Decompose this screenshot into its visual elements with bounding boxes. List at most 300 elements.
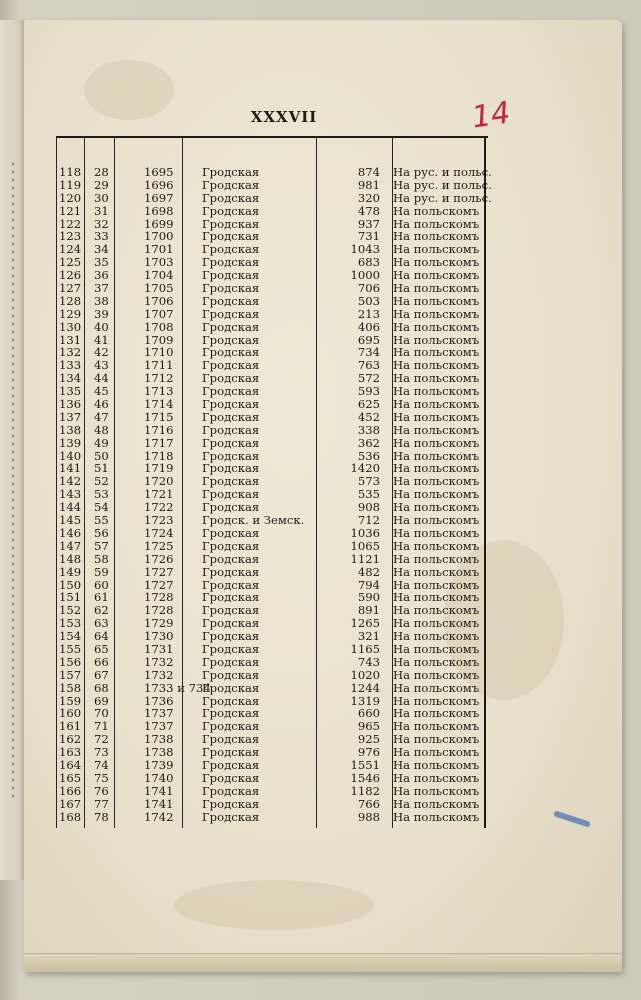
year: 1741	[144, 796, 174, 811]
record-number: 155	[59, 641, 82, 656]
language: На польскомъ	[393, 745, 480, 760]
table-row	[56, 165, 492, 179]
language: На польскомъ	[393, 345, 480, 360]
record-number: 141	[59, 461, 82, 476]
year: 1720	[144, 474, 174, 489]
court-type: Гродская	[202, 293, 260, 308]
sub-number: 65	[94, 641, 109, 656]
year: 1717	[144, 435, 174, 450]
year: 1699	[144, 216, 174, 231]
year: 1730	[144, 629, 174, 644]
year: 1733 и 734	[144, 680, 211, 695]
record-number: 137	[59, 409, 82, 424]
year: 1732	[144, 667, 174, 682]
sub-number: 38	[94, 293, 109, 308]
page-count: 478	[357, 203, 380, 218]
record-number: 153	[59, 616, 82, 631]
court-type: Гродская	[202, 190, 260, 205]
page-count: 338	[357, 422, 380, 437]
page-count: 683	[357, 255, 380, 270]
sub-number: 71	[94, 719, 109, 734]
record-number: 165	[59, 770, 82, 785]
sub-number: 69	[94, 693, 109, 708]
language: На польскомъ	[393, 538, 480, 553]
year: 1710	[144, 345, 174, 360]
language: На польскомъ	[393, 564, 480, 579]
record-number: 139	[59, 435, 82, 450]
court-type: Гродская	[202, 281, 260, 296]
sub-number: 47	[94, 409, 109, 424]
record-number: 124	[59, 242, 82, 257]
sub-number: 48	[94, 422, 109, 437]
court-type: Гродская	[202, 500, 260, 515]
record-number: 133	[59, 358, 82, 373]
court-type: Гродская	[202, 474, 260, 489]
language: На польскомъ	[393, 435, 480, 450]
page-count: 908	[357, 500, 380, 515]
page-count: 766	[357, 796, 380, 811]
table-row	[56, 772, 488, 785]
language: На польскомъ	[393, 629, 480, 644]
record-number: 159	[59, 693, 82, 708]
sub-number: 51	[94, 461, 109, 476]
language: На польскомъ	[393, 641, 480, 656]
court-type: Гродская	[202, 203, 260, 218]
sub-number: 67	[94, 667, 109, 682]
table-row	[56, 177, 492, 192]
sub-number: 33	[94, 229, 109, 244]
sub-number: 43	[94, 358, 109, 373]
page-count: 1319	[350, 693, 380, 708]
court-type: Гродская	[202, 268, 260, 283]
table-row	[56, 669, 488, 682]
record-number: 140	[59, 448, 82, 463]
language: На польскомъ	[393, 281, 480, 296]
language: На польскомъ	[393, 409, 480, 424]
page-count: 695	[357, 332, 380, 347]
sub-number: 40	[94, 319, 109, 334]
record-number: 127	[59, 281, 82, 296]
court-type: Гродская	[202, 242, 260, 257]
language: На польскомъ	[393, 474, 480, 489]
sub-number: 35	[94, 255, 109, 270]
language: На польскомъ	[393, 667, 480, 682]
court-type: Гродская	[202, 319, 260, 334]
sub-number: 52	[94, 474, 109, 489]
court-type: Гродская	[202, 358, 260, 373]
page-count: 743	[357, 654, 380, 669]
sub-number: 56	[94, 525, 109, 540]
court-type: Гродская	[202, 384, 260, 399]
sub-number: 37	[94, 281, 109, 296]
page-count: 965	[357, 719, 380, 734]
year: 1721	[144, 487, 174, 502]
language: На польскомъ	[393, 603, 480, 618]
language: На польскомъ	[393, 422, 480, 437]
year: 1697	[144, 190, 174, 205]
page-count: 1036	[350, 525, 380, 540]
records-table	[56, 136, 492, 828]
page-count: 625	[357, 397, 380, 412]
court-type: Гродская	[202, 616, 260, 631]
sub-number: 42	[94, 345, 109, 360]
page-count: 362	[357, 435, 380, 450]
record-number: 149	[59, 564, 82, 579]
page-count: 976	[357, 745, 380, 760]
court-type: Гродская	[202, 577, 260, 592]
year: 1700	[144, 229, 174, 244]
sub-number: 50	[94, 448, 109, 463]
left-page-print-traces	[10, 160, 16, 800]
year: 1739	[144, 757, 174, 772]
language: На польскомъ	[393, 216, 480, 231]
sub-number: 34	[94, 242, 109, 257]
sub-number: 39	[94, 306, 109, 321]
sub-number: 55	[94, 513, 109, 528]
year: 1716	[144, 422, 174, 437]
page-count: 1043	[350, 242, 380, 257]
record-number: 136	[59, 397, 82, 412]
sub-number: 75	[94, 770, 109, 785]
court-type: Гродская	[202, 693, 260, 708]
record-number: 157	[59, 667, 82, 682]
year: 1711	[144, 358, 174, 373]
page-count: 452	[357, 409, 380, 424]
court-type: Гродская	[202, 680, 260, 695]
record-number: 162	[59, 732, 82, 747]
language: На польскомъ	[393, 242, 480, 257]
year: 1712	[144, 371, 174, 386]
year: 1723	[144, 513, 174, 528]
court-type: Гродская	[202, 732, 260, 747]
blue-ink-stroke	[553, 810, 591, 827]
sub-number: 36	[94, 268, 109, 283]
page-count: 937	[357, 216, 380, 231]
page-count: 1182	[350, 783, 380, 798]
page-count: 1420	[350, 461, 380, 476]
record-number: 147	[59, 538, 82, 553]
language: На польскомъ	[393, 616, 480, 631]
page-count: 1244	[350, 680, 380, 695]
table-row	[56, 424, 488, 437]
table-row	[56, 321, 488, 334]
court-type: Гродская	[202, 603, 260, 618]
sub-number: 28	[94, 165, 109, 179]
table-row	[56, 553, 488, 566]
language: На польскомъ	[393, 487, 480, 502]
year: 1708	[144, 319, 174, 334]
paper-stain	[84, 60, 174, 120]
record-number: 145	[59, 513, 82, 528]
year: 1742	[144, 809, 174, 824]
language: На польскомъ	[393, 203, 480, 218]
language: На польскомъ	[393, 706, 480, 721]
year: 1709	[144, 332, 174, 347]
court-type: Гродская	[202, 641, 260, 656]
court-type: Гродская	[202, 538, 260, 553]
page-count: 891	[357, 603, 380, 618]
sub-number: 58	[94, 551, 109, 566]
page-count: 1065	[350, 538, 380, 553]
left-page-edge	[0, 20, 27, 880]
language: На польскомъ	[393, 680, 480, 695]
sub-number: 31	[94, 203, 109, 218]
table-body	[56, 165, 492, 824]
court-type: Гродская	[202, 229, 260, 244]
year: 1696	[144, 177, 174, 192]
sub-number: 32	[94, 216, 109, 231]
table-row	[56, 437, 488, 450]
court-type: Гродская	[202, 435, 260, 450]
page-count: 981	[357, 177, 380, 192]
page-count: 572	[357, 371, 380, 386]
court-type: Гродская	[202, 551, 260, 566]
language: На польскомъ	[393, 332, 480, 347]
year: 1706	[144, 293, 174, 308]
court-type: Гродская	[202, 397, 260, 412]
table-row	[56, 205, 488, 218]
language: На польскомъ	[393, 268, 480, 283]
page-count: 794	[357, 577, 380, 592]
record-number: 163	[59, 745, 82, 760]
year: 1738	[144, 745, 174, 760]
record-number: 146	[59, 525, 82, 540]
language: На польскомъ	[393, 796, 480, 811]
page-count: 1165	[350, 641, 380, 656]
language: На польскомъ	[393, 809, 480, 824]
year: 1732	[144, 654, 174, 669]
court-type: Гродская	[202, 345, 260, 360]
page-count: 593	[357, 384, 380, 399]
sub-number: 57	[94, 538, 109, 553]
record-number: 161	[59, 719, 82, 734]
court-type: Гродская	[202, 590, 260, 605]
language: На польскомъ	[393, 513, 480, 528]
language: На польскомъ	[393, 448, 480, 463]
record-number: 134	[59, 371, 82, 386]
table-row	[56, 398, 488, 411]
table-row	[56, 411, 488, 424]
sub-number: 62	[94, 603, 109, 618]
language: На польскомъ	[393, 590, 480, 605]
page-count: 1000	[350, 268, 380, 283]
sub-number: 29	[94, 177, 109, 192]
year: 1741	[144, 783, 174, 798]
sub-number: 68	[94, 680, 109, 695]
sub-number: 46	[94, 397, 109, 412]
table-row	[56, 540, 488, 553]
record-number: 150	[59, 577, 82, 592]
year: 1737	[144, 719, 174, 734]
year: 1728	[144, 603, 174, 618]
court-type: Гродская	[202, 371, 260, 386]
court-type: Гродск. и Земск.	[202, 513, 305, 528]
language: На польскомъ	[393, 371, 480, 386]
language: На рус. и польс.	[393, 165, 492, 179]
court-type: Гродская	[202, 783, 260, 798]
page-count: 660	[357, 706, 380, 721]
page-count: 988	[357, 809, 380, 824]
language: На польскомъ	[393, 577, 480, 592]
table-row	[56, 527, 488, 540]
court-type: Гродская	[202, 667, 260, 682]
language: На польскомъ	[393, 719, 480, 734]
year: 1726	[144, 551, 174, 566]
page-count: 1265	[350, 616, 380, 631]
year: 1714	[144, 397, 174, 412]
court-type: Гродская	[202, 255, 260, 270]
year: 1705	[144, 281, 174, 296]
sub-number: 53	[94, 487, 109, 502]
court-type: Гродская	[202, 461, 260, 476]
page-count: 1121	[350, 551, 380, 566]
record-number: 138	[59, 422, 82, 437]
year: 1728	[144, 590, 174, 605]
record-number: 152	[59, 603, 82, 618]
sub-number: 30	[94, 190, 109, 205]
table-row	[56, 566, 488, 579]
year: 1731	[144, 641, 174, 656]
record-number: 144	[59, 500, 82, 515]
language: На польскомъ	[393, 397, 480, 412]
record-number: 122	[59, 216, 82, 231]
language: На рус. и польс.	[393, 177, 492, 192]
court-type: Гродская	[202, 216, 260, 231]
year: 1719	[144, 461, 174, 476]
record-number: 148	[59, 551, 82, 566]
page-count: 320	[357, 190, 380, 205]
record-number: 143	[59, 487, 82, 502]
court-type: Гродская	[202, 706, 260, 721]
page-count: 731	[357, 229, 380, 244]
year: 1698	[144, 203, 174, 218]
page-count: 1551	[350, 757, 380, 772]
sub-number: 45	[94, 384, 109, 399]
year: 1722	[144, 500, 174, 515]
court-type: Гродская	[202, 525, 260, 540]
record-number: 160	[59, 706, 82, 721]
sub-number: 54	[94, 500, 109, 515]
record-number: 119	[59, 177, 82, 192]
page-count: 406	[357, 319, 380, 334]
document-page	[24, 20, 622, 972]
table-row	[56, 656, 488, 669]
table-row	[56, 514, 488, 527]
sub-number: 76	[94, 783, 109, 798]
record-number: 129	[59, 306, 82, 321]
page-count: 536	[357, 448, 380, 463]
year: 1701	[144, 242, 174, 257]
page-count: 503	[357, 293, 380, 308]
court-type: Гродская	[202, 306, 260, 321]
page-count: 213	[357, 306, 380, 321]
table-row	[56, 190, 492, 205]
record-number: 132	[59, 345, 82, 360]
language: На польскомъ	[393, 293, 480, 308]
page-count: 482	[357, 564, 380, 579]
table-row	[56, 798, 488, 811]
year: 1738	[144, 732, 174, 747]
sub-number: 59	[94, 564, 109, 579]
record-number: 125	[59, 255, 82, 270]
record-number: 156	[59, 654, 82, 669]
court-type: Гродская	[202, 654, 260, 669]
court-type: Гродская	[202, 177, 260, 192]
table-row	[56, 295, 488, 308]
year: 1718	[144, 448, 174, 463]
page-count: 763	[357, 358, 380, 373]
court-type: Гродская	[202, 770, 260, 785]
language: На польскомъ	[393, 255, 480, 270]
record-number: 131	[59, 332, 82, 347]
language: На польскомъ	[393, 757, 480, 772]
page-count: 590	[357, 590, 380, 605]
paper-stain	[174, 880, 374, 930]
page-count: 321	[357, 629, 380, 644]
page-count: 874	[357, 165, 380, 179]
court-type: Гродская	[202, 422, 260, 437]
record-number: 167	[59, 796, 82, 811]
record-number: 168	[59, 809, 82, 824]
record-number: 151	[59, 590, 82, 605]
language: На польскомъ	[393, 770, 480, 785]
sub-number: 74	[94, 757, 109, 772]
record-number: 154	[59, 629, 82, 644]
court-type: Гродская	[202, 409, 260, 424]
record-number: 120	[59, 190, 82, 205]
court-type: Гродская	[202, 629, 260, 644]
language: На польскомъ	[393, 500, 480, 515]
sub-number: 44	[94, 371, 109, 386]
year: 1713	[144, 384, 174, 399]
pencil-annotation: 14	[469, 95, 513, 136]
year: 1695	[144, 165, 174, 179]
sub-number: 60	[94, 577, 109, 592]
court-type: Гродская	[202, 719, 260, 734]
page-count: 706	[357, 281, 380, 296]
court-type: Гродская	[202, 796, 260, 811]
year: 1727	[144, 564, 174, 579]
record-number: 130	[59, 319, 82, 334]
court-type: Гродская	[202, 564, 260, 579]
sub-number: 72	[94, 732, 109, 747]
record-number: 164	[59, 757, 82, 772]
year: 1703	[144, 255, 174, 270]
sub-number: 61	[94, 590, 109, 605]
language: На польскомъ	[393, 654, 480, 669]
court-type: Гродская	[202, 448, 260, 463]
court-type: Гродская	[202, 332, 260, 347]
sub-number: 64	[94, 629, 109, 644]
year: 1715	[144, 409, 174, 424]
page-count: 712	[357, 513, 380, 528]
record-number: 123	[59, 229, 82, 244]
court-type: Гродская	[202, 745, 260, 760]
language: На польскомъ	[393, 525, 480, 540]
page-count: 1020	[350, 667, 380, 682]
page-number: XXXVII	[250, 108, 318, 126]
sub-number: 49	[94, 435, 109, 450]
language: На польскомъ	[393, 319, 480, 334]
page-count: 535	[357, 487, 380, 502]
record-number: 121	[59, 203, 82, 218]
court-type: Гродская	[202, 165, 260, 179]
sub-number: 70	[94, 706, 109, 721]
sub-number: 77	[94, 796, 109, 811]
record-number: 135	[59, 384, 82, 399]
year: 1725	[144, 538, 174, 553]
table-row	[56, 282, 488, 295]
